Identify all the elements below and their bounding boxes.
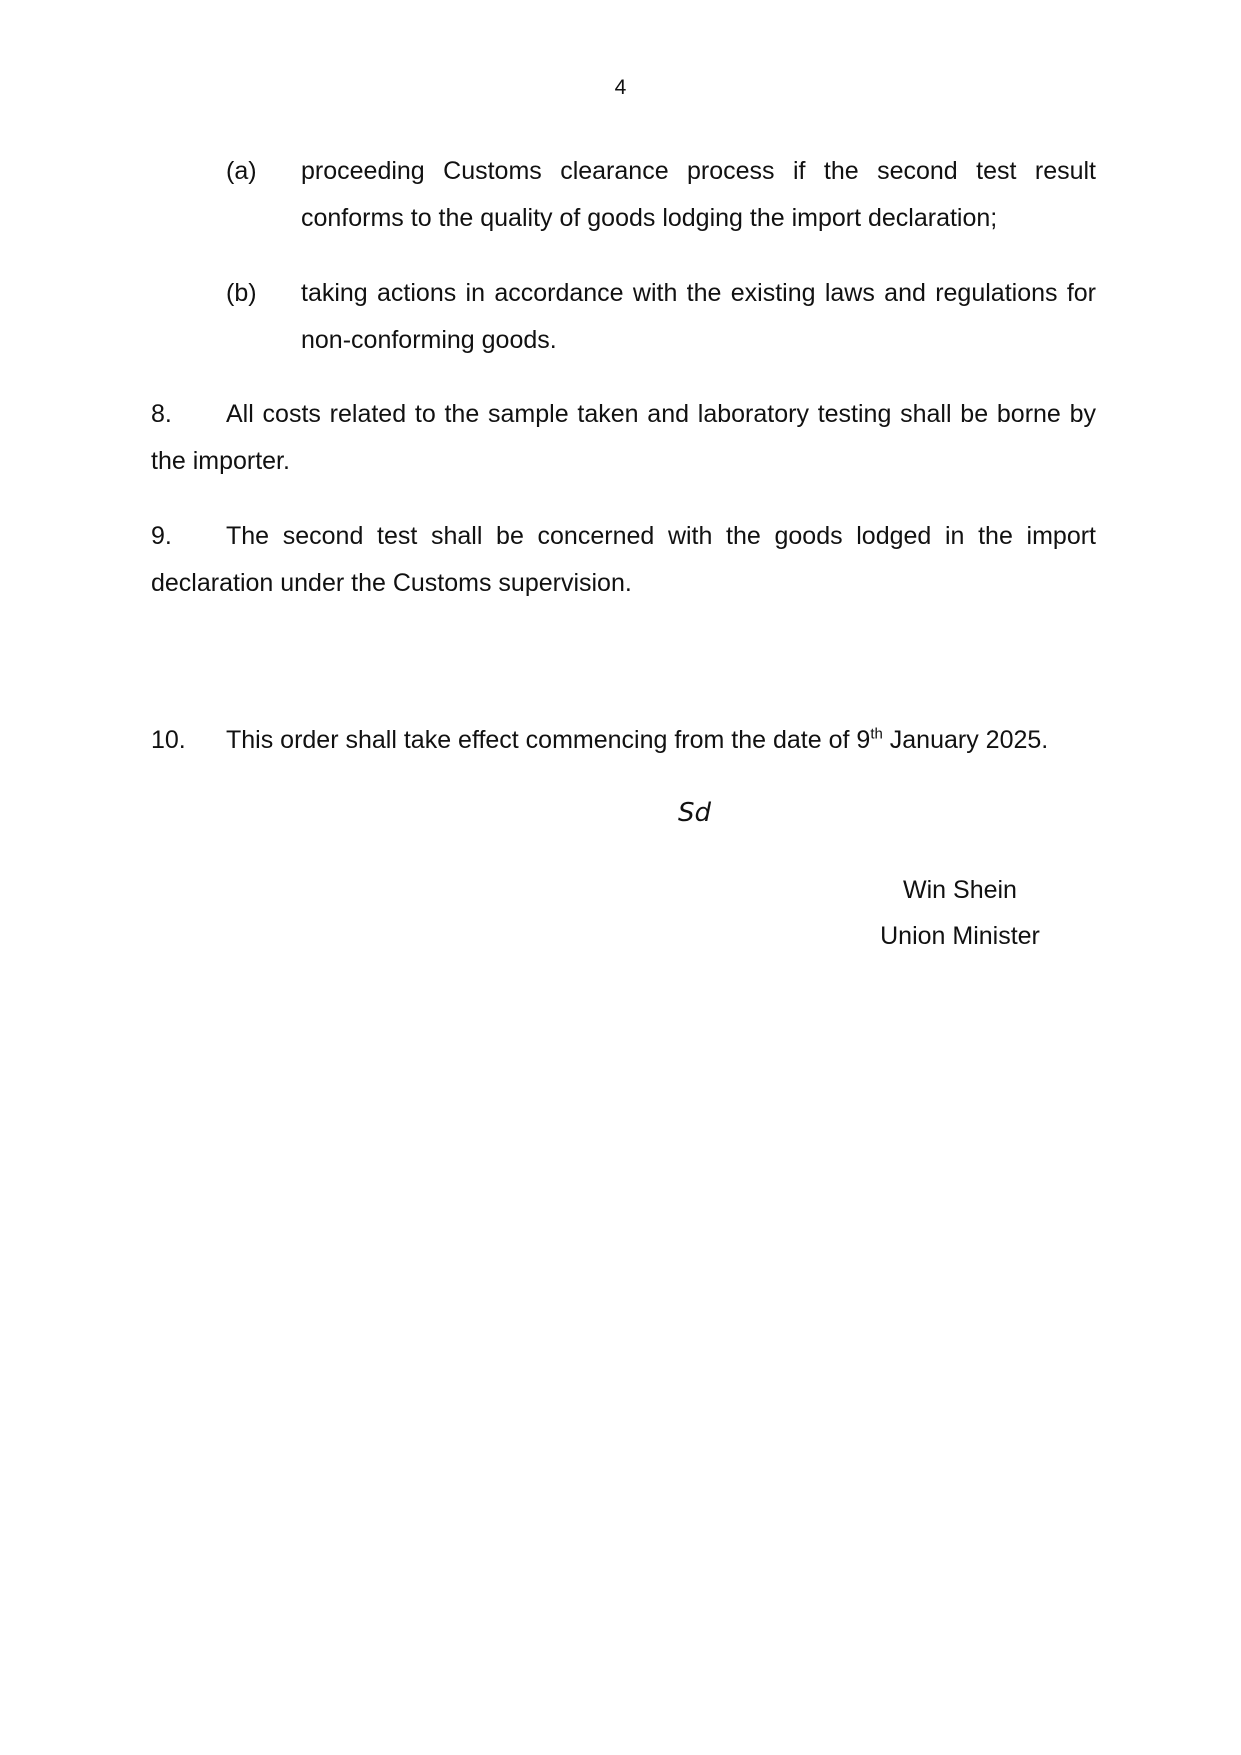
- signatory-name: Win Shein: [903, 876, 1017, 904]
- sub-item-a: [226, 148, 1096, 242]
- paragraph-number: 10.: [151, 726, 186, 754]
- paragraph-text-after: January 2025.: [882, 726, 1049, 754]
- paragraph-number: 9.: [151, 522, 172, 550]
- ordinal-suffix: th: [870, 725, 883, 743]
- paragraph-text-before: This order shall take effect commencing from the date of 9: [226, 726, 871, 754]
- paragraph-10: [151, 717, 1096, 764]
- sub-item-label: (a): [226, 157, 257, 185]
- paragraph-text: The second test shall be concerned with the goods lodged in the import declaration under the Customs supervision.: [151, 522, 1096, 597]
- sub-item-label: (b): [226, 279, 257, 307]
- signature-mark: Sd: [678, 798, 712, 828]
- paragraph-number: 8.: [151, 400, 172, 428]
- paragraph-8: [151, 391, 1096, 485]
- page-number: 4: [614, 76, 627, 99]
- sub-item-text: taking actions in accordance with the existing laws and regulations for non-conforming goods.: [301, 279, 1096, 354]
- signatory-title: Union Minister: [880, 922, 1040, 950]
- sub-item-text: proceeding Customs clearance process if the second test result conforms to the quality of goods lodging the import declaration;: [301, 157, 1096, 232]
- sub-item-b: [226, 270, 1096, 364]
- paragraph-text: All costs related to the sample taken and laboratory testing shall be borne by the importer.: [151, 400, 1096, 475]
- paragraph-9: [151, 513, 1096, 607]
